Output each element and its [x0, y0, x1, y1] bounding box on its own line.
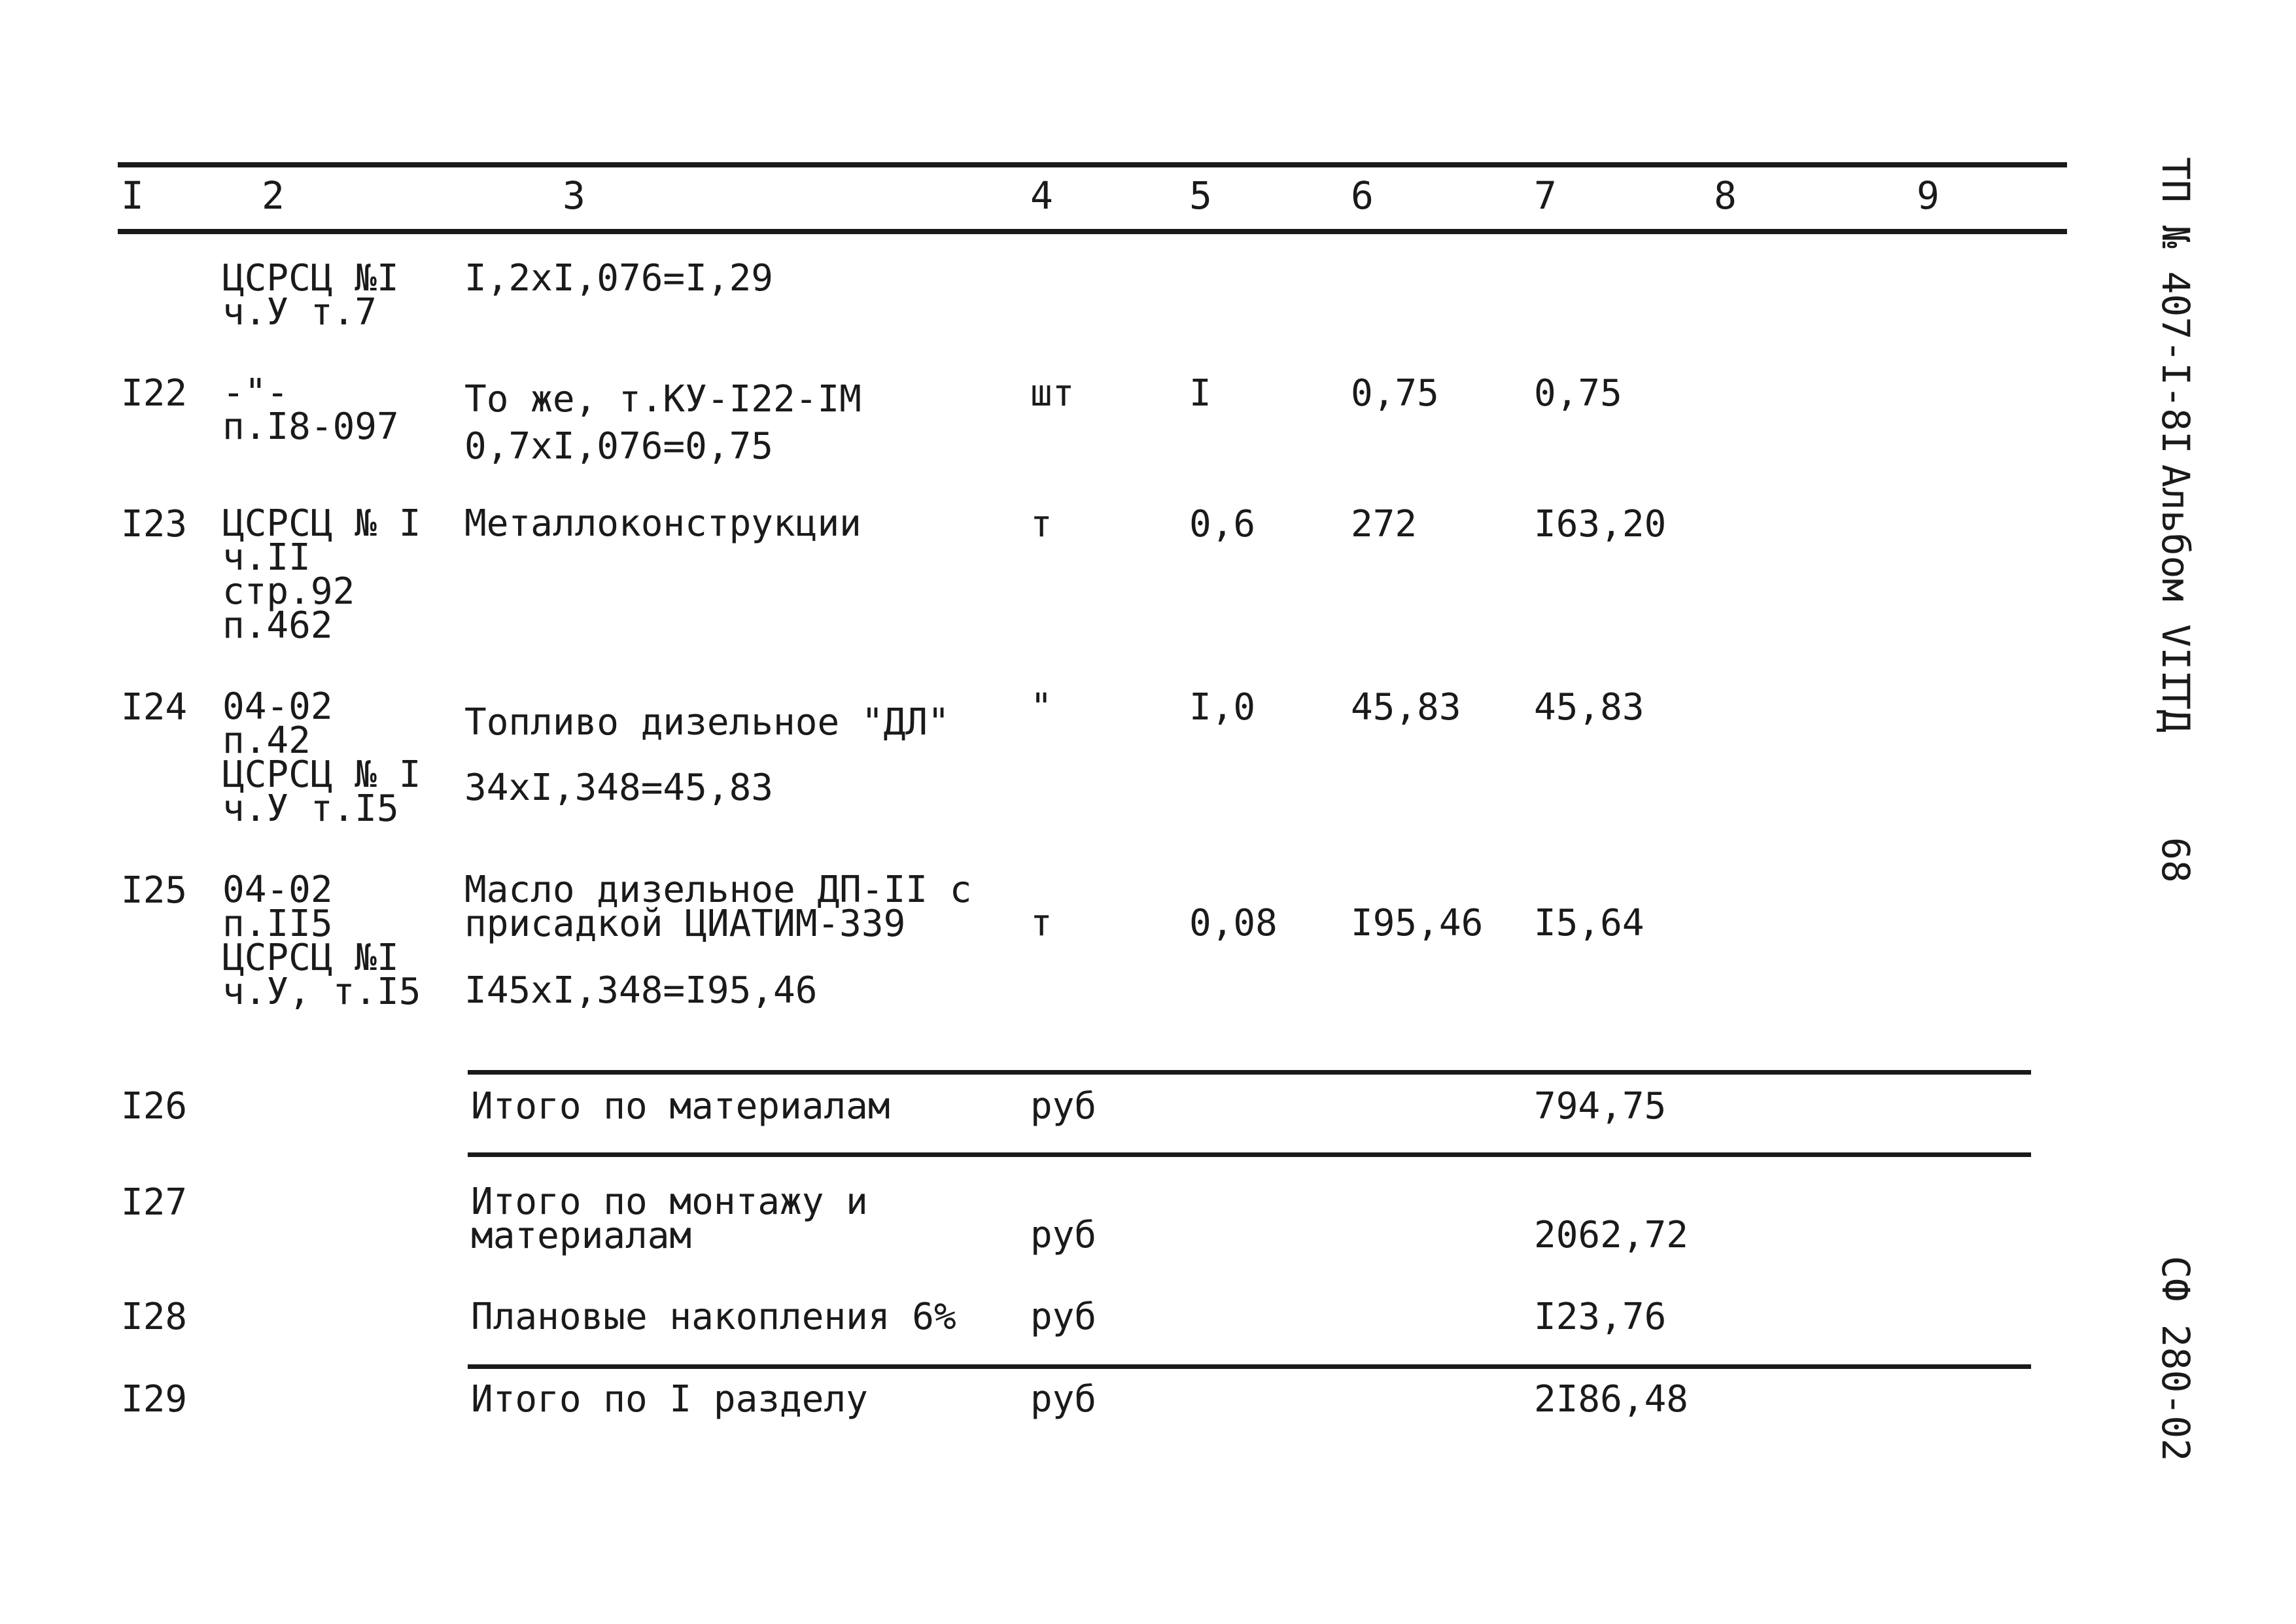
- row-reference: ЦСРСЦ №I ч.У т.7: [222, 257, 399, 334]
- row-unit: руб: [1030, 1214, 1097, 1256]
- row-description: Плановые накопления 6%: [471, 1296, 956, 1338]
- row-unit: руб: [1030, 1296, 1097, 1338]
- col-header-7: 7: [1534, 173, 1557, 218]
- row-description: Топливо дизельное "ДЛ" 34xI,348=45,83: [464, 701, 950, 809]
- row-total: I5,64: [1534, 902, 1644, 944]
- side-project-code: ТП № 407-I-8I: [2153, 157, 2198, 454]
- row-unit: т: [1030, 902, 1052, 944]
- row-unit: шт: [1030, 372, 1075, 415]
- row-reference: 04-02 п.II5 ЦСРСЦ №I ч.У, т.I5: [222, 869, 421, 1013]
- row-quantity: 0,6: [1189, 503, 1256, 545]
- row-total: 2062,72: [1534, 1214, 1689, 1256]
- row-number: I26: [121, 1085, 188, 1128]
- row-total: I63,20: [1534, 503, 1667, 545]
- row-number: I22: [121, 372, 188, 415]
- row-unit: ": [1030, 686, 1052, 729]
- col-header-3: 3: [563, 173, 585, 218]
- row-number: I27: [121, 1181, 188, 1224]
- row-description: I,2xI,076=I,29: [464, 257, 774, 300]
- row-description: Итого по монтажу и материалам: [471, 1181, 868, 1257]
- row-total: 45,83: [1534, 686, 1644, 729]
- row-price: 272: [1351, 503, 1418, 545]
- totals-divider: [468, 1070, 2031, 1075]
- row-reference: 04-02 п.42 ЦСРСЦ № I ч.У т.I5: [222, 685, 421, 830]
- row-description: То же, т.КУ-I22-IМ 0,7xI,076=0,75: [464, 378, 861, 468]
- row-unit: руб: [1030, 1085, 1097, 1128]
- row-number: I25: [121, 869, 188, 912]
- row-unit: т: [1030, 503, 1052, 545]
- row-number: I23: [121, 503, 188, 545]
- header-bottom-rule: [118, 229, 2067, 234]
- side-sheet-code: СФ 280-02: [2153, 1256, 2198, 1462]
- row-quantity: I: [1189, 372, 1211, 415]
- row-reference: ЦСРСЦ № I ч.II стр.92 п.462: [222, 502, 421, 647]
- row-price: I95,46: [1351, 902, 1484, 944]
- row-total: I23,76: [1534, 1296, 1667, 1338]
- row-description: Металлоконструкции: [464, 502, 861, 545]
- row-number: I24: [121, 686, 188, 729]
- row-reference: -"- п.I8-097: [222, 371, 399, 448]
- col-header-9: 9: [1917, 173, 1939, 218]
- row-total: 0,75: [1534, 372, 1622, 415]
- side-album: Альбом VII: [2153, 464, 2198, 693]
- totals-divider: [468, 1364, 2031, 1369]
- col-header-5: 5: [1189, 173, 1212, 218]
- row-total: 2I86,48: [1534, 1378, 1689, 1421]
- row-unit: руб: [1030, 1378, 1097, 1421]
- row-number: I29: [121, 1378, 188, 1421]
- row-total: 794,75: [1534, 1085, 1667, 1128]
- col-header-8: 8: [1714, 173, 1737, 218]
- row-price: 45,83: [1351, 686, 1461, 729]
- row-description: Итого по материалам: [471, 1085, 890, 1128]
- col-header-6: 6: [1351, 173, 1374, 218]
- row-price: 0,75: [1351, 372, 1439, 415]
- col-header-4: 4: [1030, 173, 1053, 218]
- side-stamp: [2139, 157, 2204, 1465]
- col-header-2: 2: [262, 173, 285, 218]
- side-part: ТД: [2153, 687, 2198, 733]
- row-quantity: I,0: [1189, 686, 1256, 729]
- row-number: I28: [121, 1296, 188, 1338]
- row-description: Масло дизельное ДП-II с присадкой ЦИАТИМ-339 I45xI,348=I95,46: [464, 869, 972, 1012]
- totals-divider: [468, 1152, 2031, 1157]
- col-header-1: I: [121, 173, 144, 218]
- row-description: Итого по I разделу: [471, 1378, 868, 1421]
- table-top-rule: [118, 162, 2067, 167]
- side-page-number: 68: [2153, 837, 2198, 883]
- row-quantity: 0,08: [1189, 902, 1278, 944]
